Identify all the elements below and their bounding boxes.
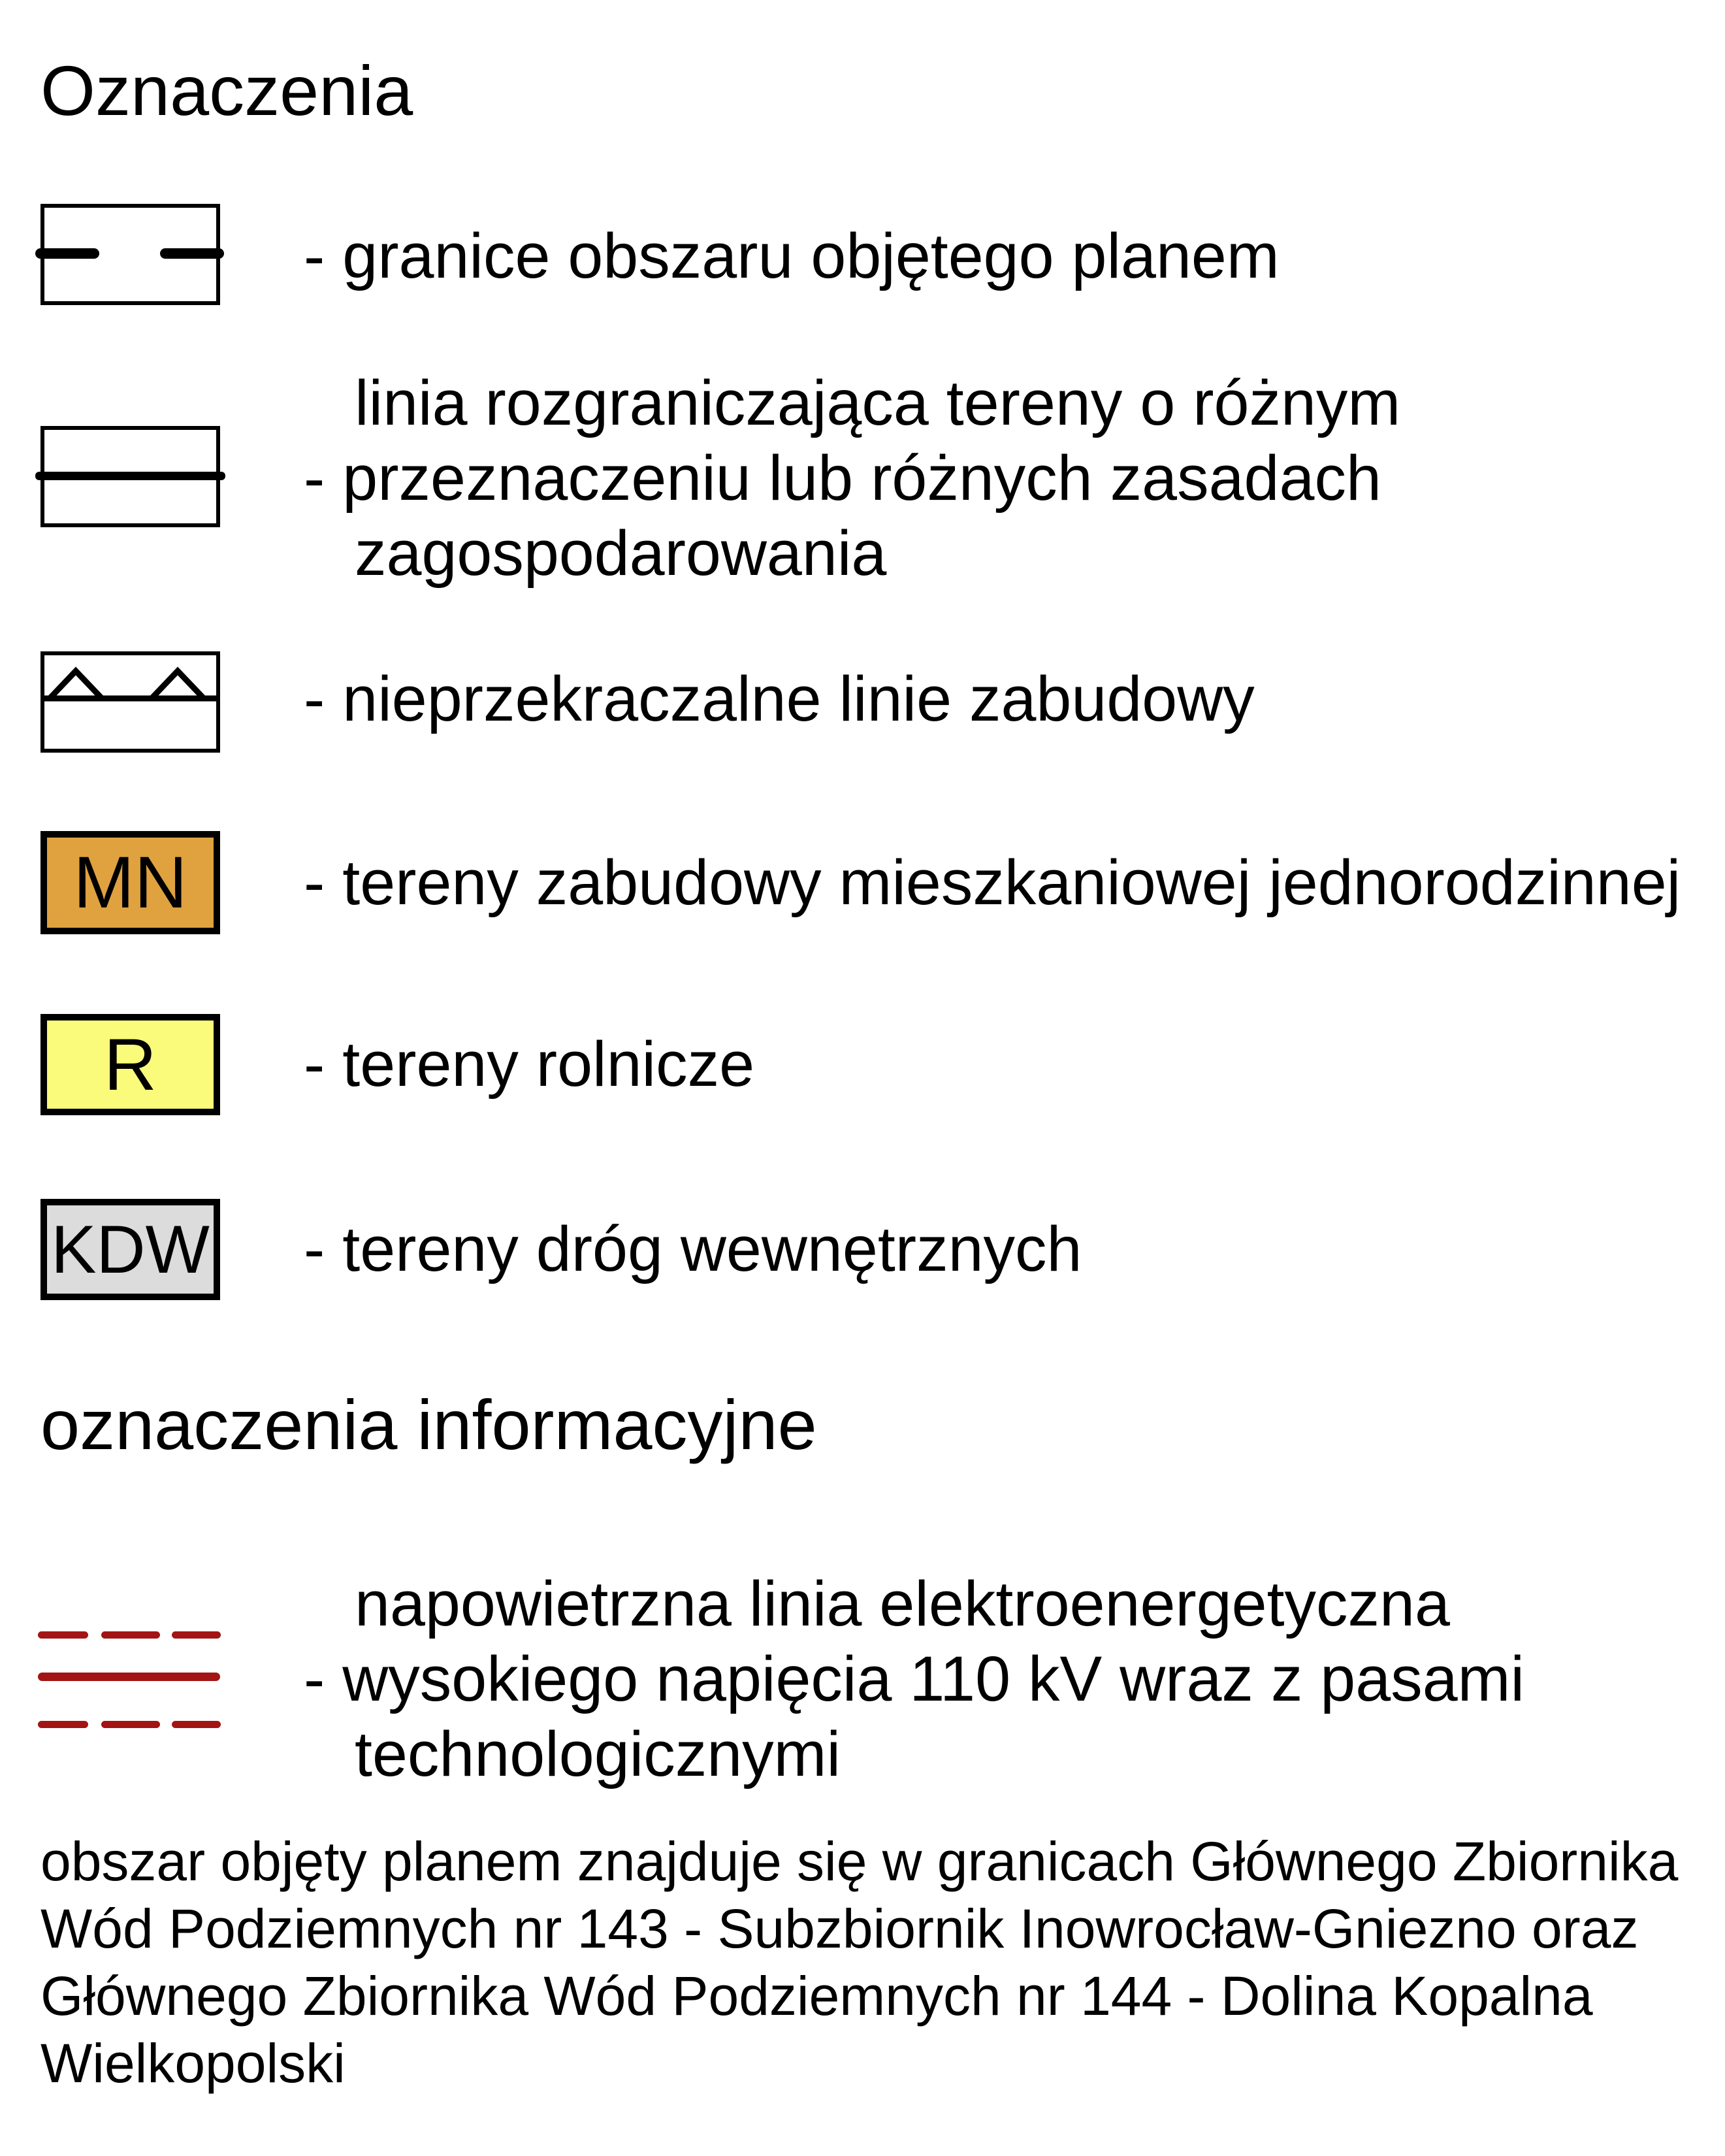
- boundary-dash-icon: [35, 248, 99, 259]
- informational-section-title: oznaczenia informacyjne: [40, 1385, 817, 1464]
- label-line: technologicznymi: [355, 1718, 841, 1790]
- plan-boundary-label: - granice obszaru objętego planem: [304, 220, 1280, 291]
- label-line: - wysokiego napięcia 110 kV wraz z pasami: [304, 1643, 1525, 1715]
- zone-code-r: R: [104, 1023, 157, 1105]
- zone-code-box-kdw: [40, 1199, 220, 1300]
- note-line: Wielkopolski: [40, 2032, 346, 2094]
- dividing-line-icon: [35, 472, 225, 480]
- groundwater-note: [40, 1828, 1678, 2097]
- zone-code-box-r: [40, 1014, 220, 1115]
- building-limit-line-label: - nieprzekraczalne linie zabudowy: [304, 663, 1255, 734]
- boundary-dash-icon: [160, 248, 224, 259]
- label-line: - przeznaczeniu lub różnych zasadach: [304, 442, 1381, 514]
- power-line-solid-icon: [38, 1673, 220, 1681]
- power-line-dash-icon: [38, 1631, 88, 1639]
- zone-code-box-mn: [40, 831, 220, 934]
- zone-code-kdw: KDW: [51, 1211, 210, 1288]
- zone-r-label: - tereny rolnicze: [304, 1028, 755, 1100]
- triangles-on-line-icon: [44, 655, 216, 749]
- dividing-line-symbol: [40, 426, 220, 527]
- power-line-dash-icon: [38, 1721, 88, 1728]
- zone-mn-label: - tereny zabudowy mieszkaniowej jednorodzinnej: [304, 847, 1681, 918]
- power-line-dash-icon: [101, 1721, 160, 1728]
- power-line-dash-icon: [172, 1631, 221, 1639]
- label-line: zagospodarowania: [355, 517, 887, 589]
- label-line: linia rozgraniczająca tereny o różnym: [355, 367, 1401, 438]
- note-line: Głównego Zbiornika Wód Podziemnych nr 144 - Dolina Kopalna: [40, 1965, 1593, 2027]
- page-title: Oznaczenia: [40, 51, 413, 130]
- power-line-dash-icon: [172, 1721, 221, 1728]
- plan-boundary-symbol: [40, 204, 220, 305]
- power-line-label: [304, 1566, 1524, 1791]
- label-line: napowietrzna linia elektroenergetyczna: [355, 1568, 1450, 1639]
- zone-code-mn: MN: [73, 841, 187, 923]
- note-line: Wód Podziemnych nr 143 - Subzbiornik Inowrocław-Gniezno oraz: [40, 1897, 1639, 1959]
- dividing-line-label: [304, 365, 1400, 591]
- power-line-dash-icon: [101, 1631, 160, 1639]
- zone-kdw-label: - tereny dróg wewnętrznych: [304, 1213, 1082, 1284]
- note-line: obszar objęty planem znajduje się w granicach Głównego Zbiornika: [40, 1831, 1679, 1892]
- building-limit-line-symbol: [40, 651, 220, 753]
